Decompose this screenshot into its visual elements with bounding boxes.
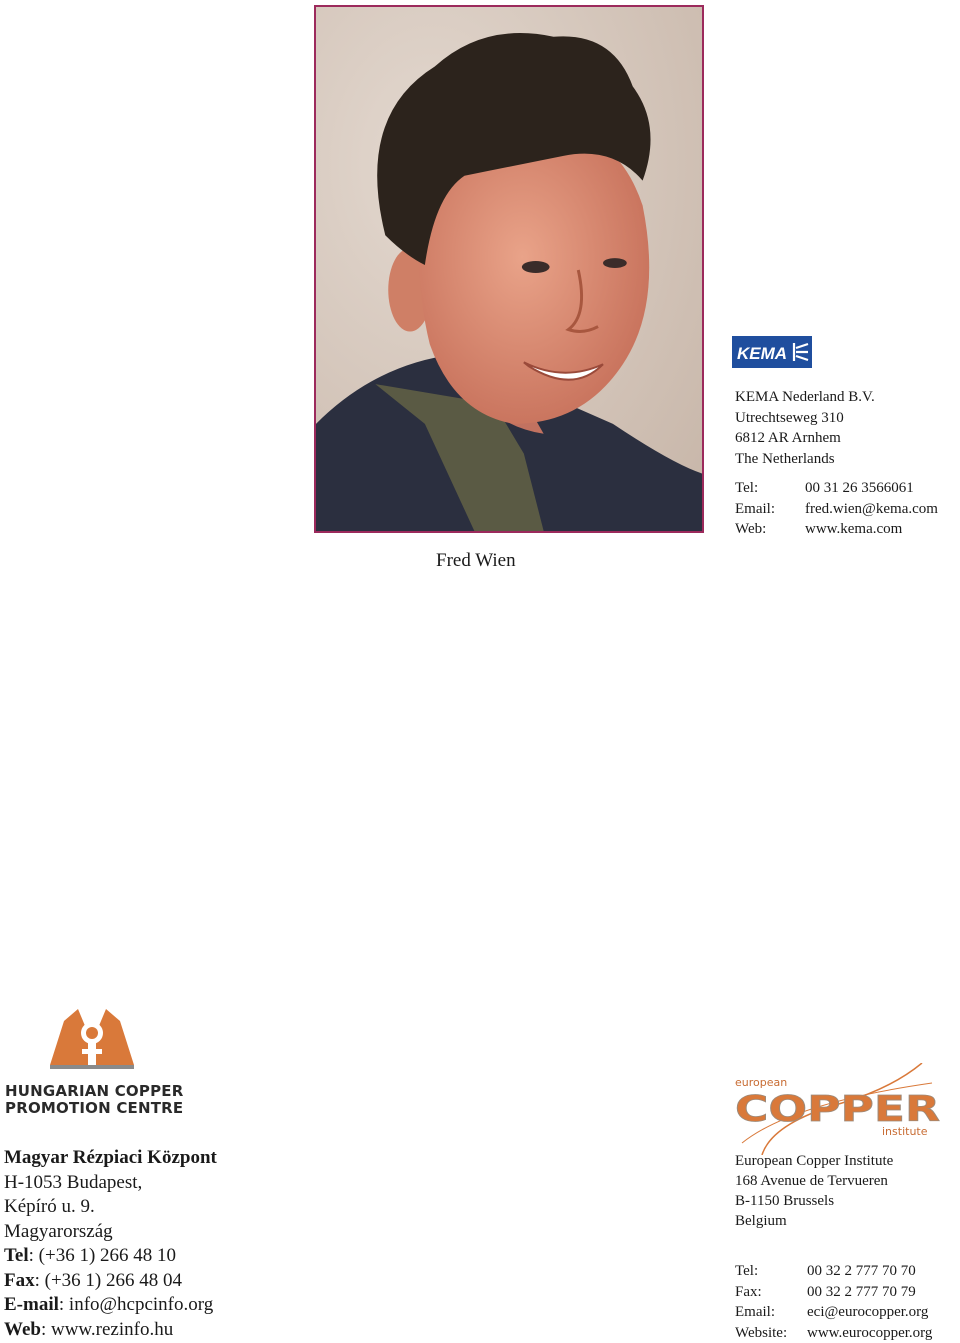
eci-website-row <box>735 1323 932 1343</box>
kema-logo <box>732 336 812 368</box>
eci-website-value[interactable]: www.eurocopper.org <box>807 1323 932 1343</box>
eci-org-name: European Copper Institute <box>735 1151 893 1171</box>
eci-logo <box>732 1063 944 1155</box>
kema-email-row <box>735 499 938 520</box>
hcpc-line2: Képíró u. 9. <box>4 1195 217 1220</box>
person-name-caption: Fred Wien <box>436 550 516 572</box>
eci-email-label: Email: <box>735 1302 807 1323</box>
hcpc-line1: H-1053 Budapest, <box>4 1171 217 1196</box>
kema-web-row <box>735 519 938 540</box>
kema-tel-row <box>735 478 938 499</box>
hcpc-logo <box>50 1003 134 1069</box>
kema-logo-text: KEMA <box>737 344 787 363</box>
eci-street: 168 Avenue de Tervueren <box>735 1171 893 1191</box>
kema-contacts <box>735 478 938 540</box>
kema-company: KEMA Nederland B.V. <box>735 387 875 408</box>
eci-logo-top: european <box>735 1076 787 1089</box>
hcpc-fax-row <box>4 1269 217 1294</box>
kema-web-value[interactable]: www.kema.com <box>805 519 902 540</box>
portrait-illustration <box>316 7 702 531</box>
hcpc-fax-label: Fax <box>4 1270 35 1291</box>
eci-website-label: Website: <box>735 1323 807 1343</box>
hcpc-address <box>4 1146 217 1342</box>
hcpc-web-row <box>4 1318 217 1343</box>
kema-country: The Netherlands <box>735 449 875 470</box>
hcpc-email-value[interactable]: : info@hcpcinfo.org <box>59 1294 213 1315</box>
hcpc-email-label: E-mail <box>4 1294 59 1315</box>
eci-tel-label: Tel: <box>735 1261 807 1282</box>
eci-email-row <box>735 1302 932 1323</box>
eci-city: B-1150 Brussels <box>735 1191 893 1211</box>
kema-tel-label: Tel: <box>735 478 805 499</box>
eci-tel-value: 00 32 2 777 70 70 <box>807 1261 916 1282</box>
hcpc-fax-value: : (+36 1) 266 48 04 <box>35 1270 182 1291</box>
hcpc-tel-row <box>4 1244 217 1269</box>
hcpc-logo-wordmark <box>5 1083 183 1117</box>
kema-email-label: Email: <box>735 499 805 520</box>
eci-tel-row <box>735 1261 932 1282</box>
hcpc-email-row <box>4 1293 217 1318</box>
kema-tel-value: 00 31 26 3566061 <box>805 478 914 499</box>
hcpc-logo-line1: HUNGARIAN COPPER <box>5 1083 183 1100</box>
hcpc-org-name: Magyar Rézpiaci Központ <box>4 1147 217 1168</box>
portrait-photo <box>314 5 704 533</box>
kema-city: 6812 AR Arnhem <box>735 428 875 449</box>
eci-logo-main: COPPER <box>735 1089 940 1130</box>
kema-street: Utrechtseweg 310 <box>735 408 875 429</box>
eci-email-value[interactable]: eci@eurocopper.org <box>807 1302 928 1323</box>
hcpc-tel-value: : (+36 1) 266 48 10 <box>29 1245 176 1266</box>
hcpc-tel-label: Tel <box>4 1245 29 1266</box>
eci-logo-bottom: institute <box>882 1125 928 1138</box>
hcpc-line3: Magyarország <box>4 1220 217 1245</box>
eci-fax-row <box>735 1282 932 1303</box>
eci-contacts <box>735 1261 932 1343</box>
hcpc-logo-line2: PROMOTION CENTRE <box>5 1100 183 1117</box>
eci-fax-value: 00 32 2 777 70 79 <box>807 1282 916 1303</box>
kema-address <box>735 387 875 469</box>
eci-country: Belgium <box>735 1211 893 1231</box>
kema-web-label: Web: <box>735 519 805 540</box>
eci-fax-label: Fax: <box>735 1282 807 1303</box>
hcpc-web-label: Web <box>4 1319 41 1340</box>
kema-email-value[interactable]: fred.wien@kema.com <box>805 499 938 520</box>
eci-address <box>735 1151 893 1231</box>
hcpc-web-value[interactable]: : www.rezinfo.hu <box>41 1319 173 1340</box>
